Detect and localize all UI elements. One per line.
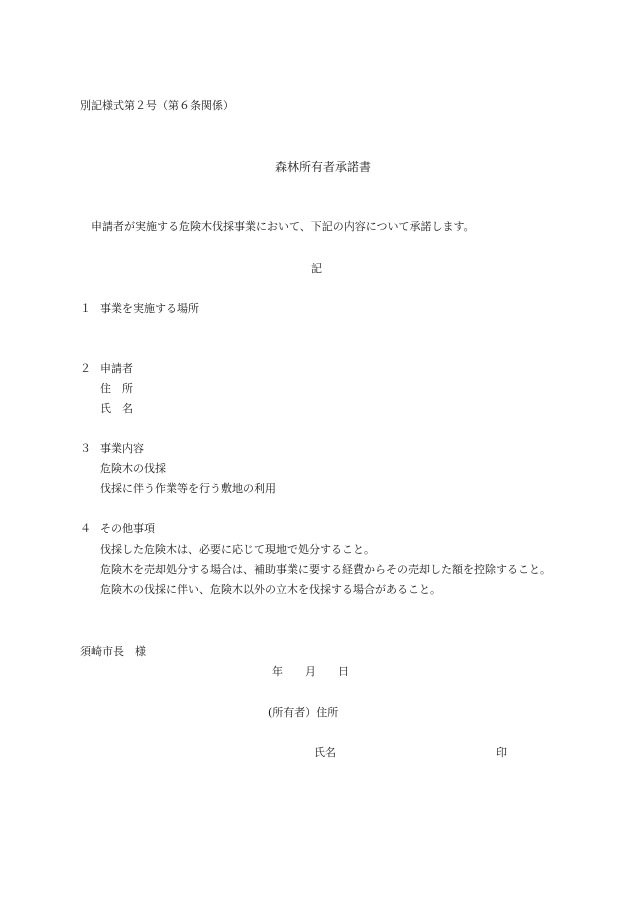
section-2-line-address: 住 所 [100,382,133,395]
section-4-line-3: 危険木の伐採に伴い、危険木以外の立木を伐採する場合があること。 [100,583,441,596]
owner-address-label: (所有者）住所 [268,706,339,719]
section-3-line-2: 伐採に伴う作業等を行う敷地の利用 [100,482,276,495]
form-number: 別記様式第２号（第６条関係） [80,99,234,112]
section-1-title: 事業を実施する場所 [100,302,199,315]
date-day-label: 日 [338,665,349,678]
section-4-line-2: 危険木を売却処分する場合は、補助事業に要する経費からその売却した額を控除すること。 [100,563,551,576]
section-3-heading [80,442,144,456]
owner-name-label: 氏名 [314,746,336,759]
section-3-line-1: 危険木の伐採 [100,462,166,475]
section-3-title: 事業内容 [100,442,144,455]
section-1-number: １ [80,302,91,315]
ki-label: 記 [311,262,322,275]
section-2-heading [80,362,133,376]
section-3-number: ３ [80,442,91,455]
intro-text: 申請者が実施する危険木伐採事業において、下記の内容について承諾します。 [91,220,475,233]
section-4-title: その他事項 [100,522,155,535]
section-2-line-name: 氏 名 [100,402,133,415]
section-4-heading [80,522,155,536]
date-year-label: 年 [272,665,283,678]
section-4-number: ４ [80,522,91,535]
seal-mark: 印 [496,746,507,759]
addressee: 須崎市長 様 [80,645,146,658]
section-4-line-1: 伐採した危険木は、必要に応じて現地で処分すること。 [100,543,375,556]
section-1-heading [80,302,199,316]
document-title: 森林所有者承諾書 [275,160,372,174]
section-2-title: 申請者 [100,362,133,375]
section-2-number: ２ [80,362,91,375]
date-month-label: 月 [305,665,316,678]
